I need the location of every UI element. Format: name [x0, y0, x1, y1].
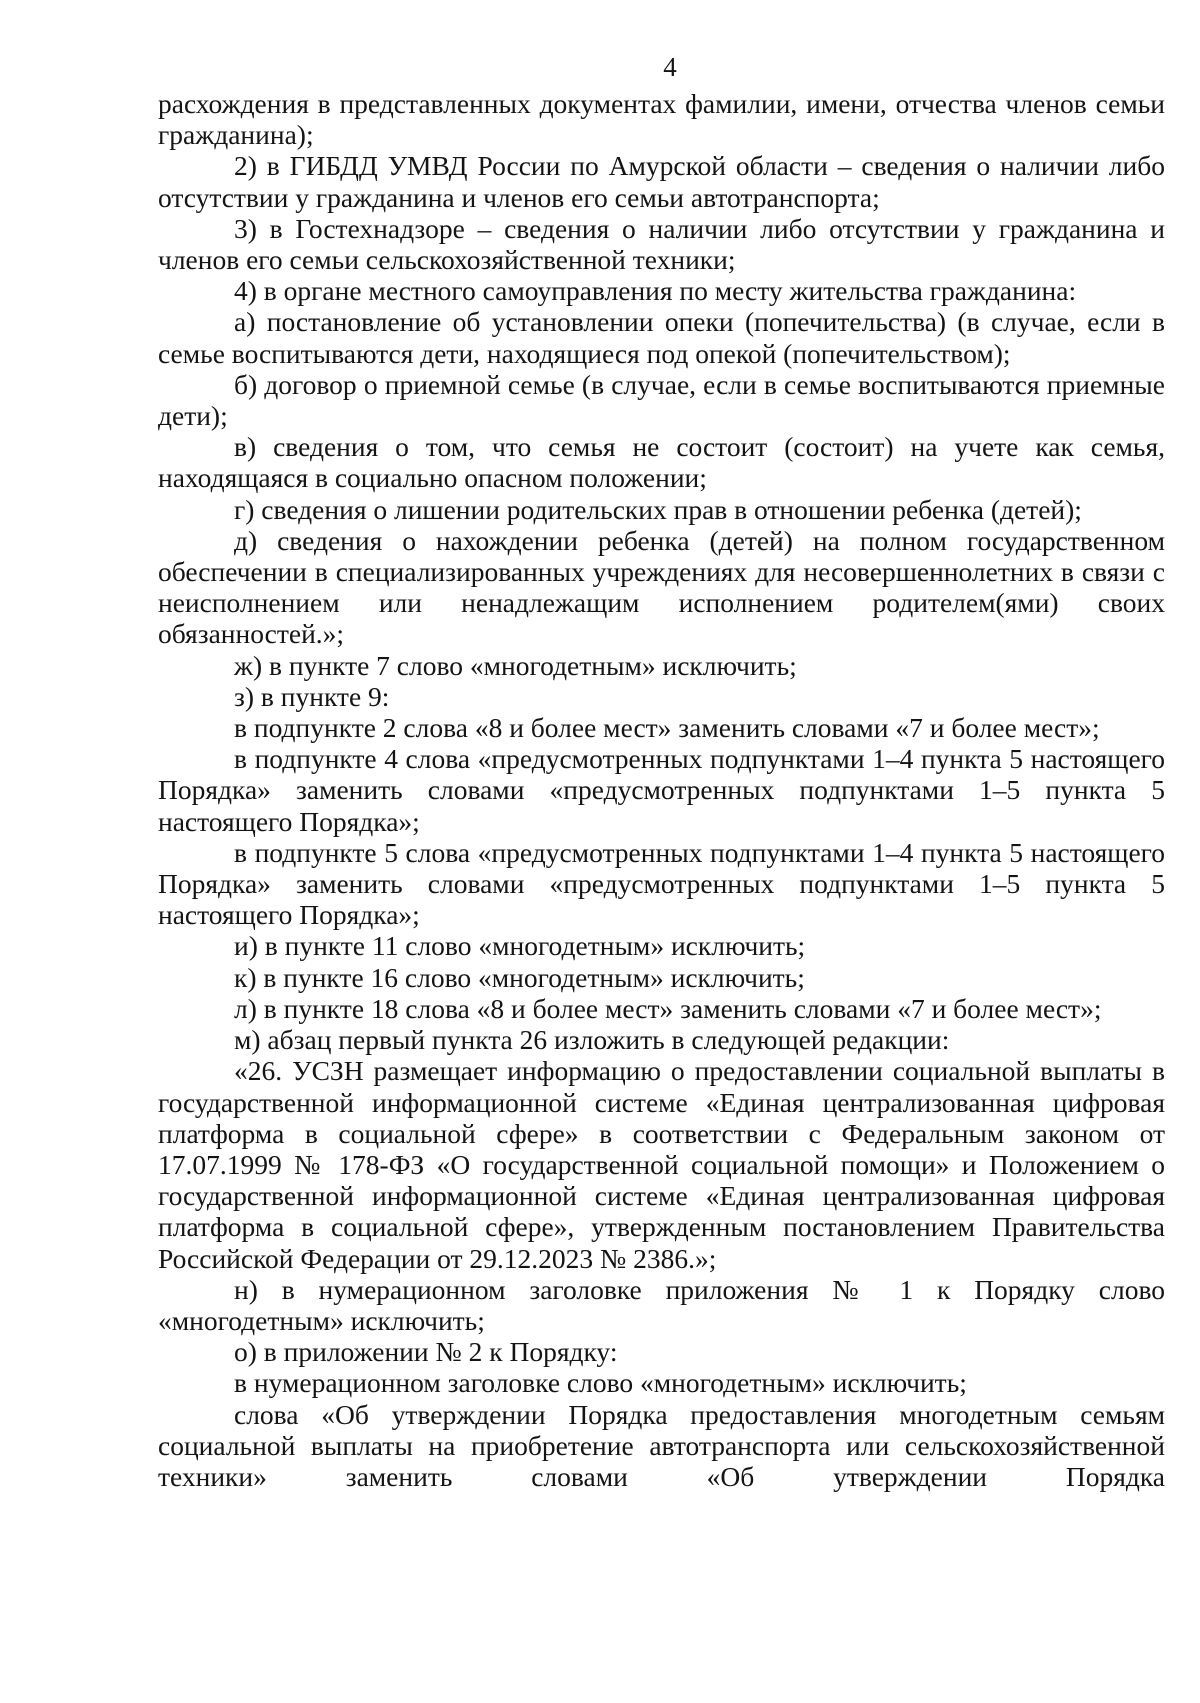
- paragraph-item-4: 4) в органе местного самоуправления по месту жительства гражданина:: [234, 275, 1077, 307]
- paragraph-amend-i: и) в пункте 11 слово «многодетным» исключить;: [234, 930, 806, 962]
- paragraph-subitem-d: д) сведения о нахождении ребенка (детей) на полном государственном обеспечении в специализированных учреждениях для несовершеннолетних в связи с неисполнением или ненадлежащим исполнением родителем(ями) своих обязанностей.»;: [158, 524, 1165, 650]
- paragraph-amend-z: з) в пункте 9:: [234, 680, 390, 712]
- paragraph-subpoint-2: в подпункте 2 слова «8 и более мест» заменить словами «7 и более мест»;: [234, 712, 1100, 744]
- paragraph-amend-n: н) в нумерационном заголовке приложения № 1 к Порядку слово «многодетным» исключить;: [158, 1273, 1165, 1336]
- paragraph-numbering-header: в нумерационном заголовке слово «многодетным» исключить;: [234, 1367, 967, 1399]
- paragraph-amend-m: м) абзац первый пункта 26 изложить в следующей редакции:: [234, 1024, 950, 1056]
- paragraph-point-26: «26. УСЗН размещает информацию о предоставлении социальной выплаты в государственной информационной системе «Единая централизованная цифровая платформа в социальной сфере» в соответствии с Федеральным законом от 17.07.1999 № 178-ФЗ «О государственной социальной помощи» и Положением о государственной информационной системе «Единая централизованная цифровая платформа в социальной сфере», утвержденным постановлением Правительства Российской Федерации от 29.12.2023 № 2386.»;: [158, 1055, 1165, 1274]
- paragraph-subpoint-4: в подпункте 4 слова «предусмотренных подпунктами 1–4 пункта 5 настоящего Порядка» заменить словами «предусмотренных подпунктами 1–5 пункта 5 настоящего Порядка»;: [158, 743, 1165, 837]
- paragraph-continuation: расхождения в представленных документах фамилии, имени, отчества членов семьи гражданина);: [158, 88, 1165, 151]
- paragraph-item-2: 2) в ГИБДД УМВД России по Амурской области – сведения о наличии либо отсутствии у гражданина и членов его семьи автотранспорта;: [158, 150, 1165, 213]
- paragraph-subitem-a: а) постановление об установлении опеки (попечительства) (в случае, если в семье воспитываются дети, находящиеся под опекой (попечительством);: [158, 306, 1165, 369]
- paragraph-amend-l: л) в пункте 18 слова «8 и более мест» заменить словами «7 и более мест»;: [234, 992, 1102, 1024]
- paragraph-amend-zh: ж) в пункте 7 слово «многодетным» исключить;: [234, 649, 797, 681]
- paragraph-item-3: 3) в Гостехнадзоре – сведения о наличии либо отсутствии у гражданина и членов его семьи сельскохозяйственной техники;: [158, 212, 1165, 276]
- document-body: [158, 88, 1165, 1492]
- page-number: 4: [663, 52, 677, 82]
- paragraph-amend-k: к) в пункте 16 слово «многодетным» исключить;: [234, 961, 805, 993]
- paragraph-amend-o: о) в приложении № 2 к Порядку:: [234, 1336, 618, 1368]
- paragraph-replace-words: слова «Об утверждении Порядка предоставления многодетным семьям социальной выплаты на приобретение автотранспорта или сельскохозяйственной техники» заменить словами «Об утверждении Порядка: [158, 1398, 1165, 1492]
- paragraph-subitem-g: г) сведения о лишении родительских прав в отношении ребенка (детей);: [234, 493, 1082, 525]
- paragraph-subitem-v: в) сведения о том, что семья не состоит (состоит) на учете как семья, находящаяся в социально опасном положении;: [158, 431, 1165, 494]
- paragraph-subpoint-5: в подпункте 5 слова «предусмотренных подпунктами 1–4 пункта 5 настоящего Порядка» заменить словами «предусмотренных подпунктами 1–5 пункта 5 настоящего Порядка»;: [158, 836, 1165, 931]
- paragraph-subitem-b: б) договор о приемной семье (в случае, если в семье воспитываются приемные дети);: [158, 368, 1165, 432]
